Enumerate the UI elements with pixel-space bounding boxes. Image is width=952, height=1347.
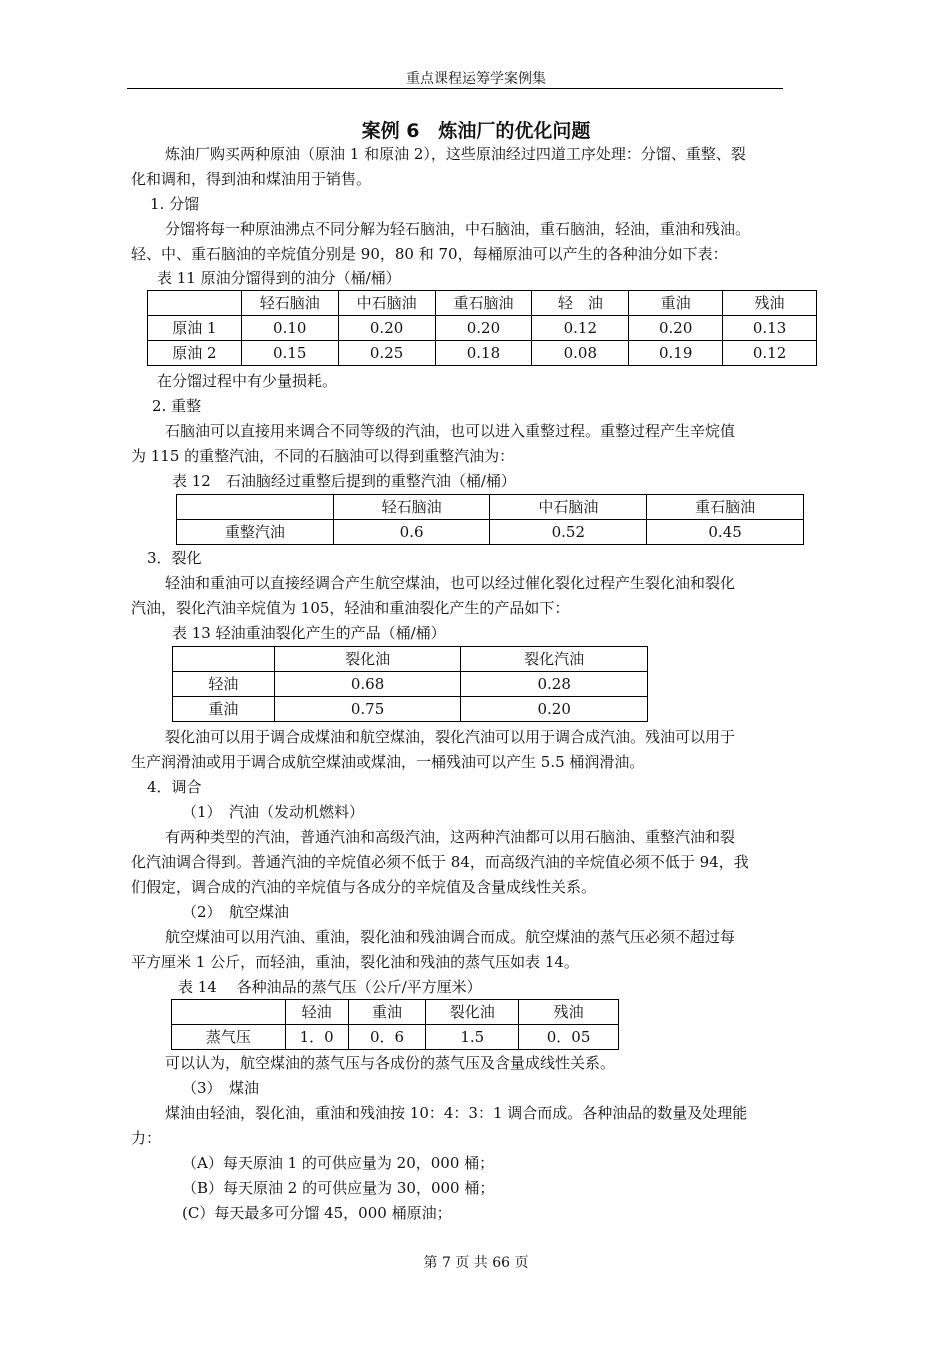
paragraph-line: 炼油厂购买两种原油（原油 1 和原油 2），这些原油经过四道工序处理：分馏、重整、裂 <box>165 145 746 163</box>
table-header-row <box>177 495 804 520</box>
table-cell: 残油 <box>723 291 817 316</box>
table-cell: 0.20 <box>461 697 648 722</box>
paragraph-line: 平方厘米 1 公斤，而轻油，重油，裂化油和残油的蒸气压如表 14。 <box>131 953 579 971</box>
table-11 <box>147 290 817 366</box>
table-cell: 轻石脑油 <box>333 495 490 520</box>
table-cell: 0.28 <box>461 672 648 697</box>
paragraph-line: 航空煤油可以用汽油、重油，裂化油和残油调合而成。航空煤油的蒸气压必须不超过每 <box>165 928 736 946</box>
table-cell: 0.75 <box>274 697 461 722</box>
paragraph-line: 分馏将每一种原油沸点不同分解为轻石脑油，中石脑油，重石脑油，轻油，重油和残油。 <box>165 220 751 238</box>
list-item: （A）每天原油 1 的可供应量为 20，000 桶； <box>182 1154 495 1172</box>
table-cell: 裂化油 <box>274 647 461 672</box>
table-row <box>148 341 817 366</box>
table-row <box>173 672 648 697</box>
header-rule <box>127 88 783 89</box>
table-cell: 0.25 <box>338 341 435 366</box>
running-header: 重点课程运筹学案例集 <box>406 71 546 87</box>
table-cell: 0.20 <box>338 316 435 341</box>
table-cell: 中石脑油 <box>338 291 435 316</box>
table-cell: 裂化油 <box>426 1000 519 1025</box>
paragraph-line: 为 115 的重整汽油，不同的石脑油可以得到重整汽油为： <box>131 447 515 465</box>
table-cell: 0.12 <box>532 316 629 341</box>
table-row <box>148 316 817 341</box>
table-row <box>177 520 804 545</box>
paragraph-line: 在分馏过程中有少量损耗。 <box>157 372 338 390</box>
table-cell: 0.18 <box>435 341 532 366</box>
paragraph-line: 生产润滑油或用于调合成航空煤油或煤油，一桶残油可以产生 5.5 桶润滑油。 <box>131 753 645 771</box>
table-cell: 0.45 <box>647 520 804 545</box>
paragraph-line: 煤油由轻油，裂化油，重油和残油按 10：4：3：1 调合而成。各种油品的数量及处理能 <box>165 1104 748 1122</box>
table-cell: 中石脑油 <box>490 495 647 520</box>
paragraph-line: 化汽油调合得到。普通汽油的辛烷值必须不低于 84，而高级汽油的辛烷值必须不低于 94，我 <box>131 853 749 871</box>
table-cell: 0.13 <box>723 316 817 341</box>
table-header-row <box>148 291 817 316</box>
table-cell: 0.52 <box>490 520 647 545</box>
paragraph-line: 可以认为，航空煤油的蒸气压与各成份的蒸气压及含量成线性关系。 <box>165 1054 616 1072</box>
table-cell <box>177 495 334 520</box>
section-heading: 3．裂化 <box>147 549 202 567</box>
table-cell: 轻石脑油 <box>241 291 338 316</box>
subsection-heading: （1） 汽油（发动机燃料） <box>182 803 365 821</box>
table-cell: 蒸气压 <box>172 1025 286 1050</box>
paragraph-line: 石脑油可以直接用来调合不同等级的汽油，也可以进入重整过程。重整过程产生辛烷值 <box>165 422 736 440</box>
table-14 <box>171 999 619 1050</box>
table-cell <box>172 1000 286 1025</box>
table-caption: 表 14 各种油品的蒸气压（公斤/平方厘米） <box>178 978 482 996</box>
table-caption: 表 12 石油脑经过重整后提到的重整汽油（桶/桶） <box>172 472 516 490</box>
table-cell: 0．6 <box>348 1025 426 1050</box>
table-cell: 0.20 <box>435 316 532 341</box>
list-item: （B）每天原油 2 的可供应量为 30，000 桶； <box>182 1179 495 1197</box>
table-cell: 重油 <box>173 697 275 722</box>
table-cell: 0.6 <box>333 520 490 545</box>
paragraph-line: 汽油，裂化汽油辛烷值为 105，轻油和重油裂化产生的产品如下： <box>131 599 570 617</box>
table-caption: 表 13 轻油重油裂化产生的产品（桶/桶） <box>172 624 446 642</box>
table-cell: 0.68 <box>274 672 461 697</box>
section-heading: 1. 分馏 <box>150 195 200 213</box>
section-heading: 4．调合 <box>147 778 202 796</box>
table-13 <box>172 646 648 722</box>
table-cell: 重整汽油 <box>177 520 334 545</box>
paragraph-line: 有两种类型的汽油，普通汽油和高级汽油，这两种汽油都可以用石脑油、重整汽油和裂 <box>165 828 736 846</box>
table-cell: 重石脑油 <box>435 291 532 316</box>
table-cell: 重油 <box>348 1000 426 1025</box>
table-row <box>172 1025 619 1050</box>
table-header-row <box>173 647 648 672</box>
table-cell: 轻 油 <box>532 291 629 316</box>
subsection-heading: （2） 航空煤油 <box>182 903 290 921</box>
paragraph-line: 化和调和，得到油和煤油用于销售。 <box>131 170 372 188</box>
paragraph-line: 力： <box>131 1129 162 1147</box>
table-row <box>173 697 648 722</box>
table-caption: 表 11 原油分馏得到的油分（桶/桶） <box>157 269 401 287</box>
table-cell: 1.5 <box>426 1025 519 1050</box>
table-cell <box>148 291 242 316</box>
section-heading: 2. 重整 <box>152 397 202 415</box>
table-cell: 残油 <box>519 1000 619 1025</box>
table-cell: 0.12 <box>723 341 817 366</box>
table-cell: 0.20 <box>629 316 723 341</box>
table-12 <box>176 494 804 545</box>
table-header-row <box>172 1000 619 1025</box>
table-cell: 重石脑油 <box>647 495 804 520</box>
subsection-heading: （3） 煤油 <box>182 1079 260 1097</box>
table-cell: 1．0 <box>285 1025 348 1050</box>
case-title: 案例 6 炼油厂的优化问题 <box>361 120 591 142</box>
table-cell <box>173 647 275 672</box>
table-cell: 轻油 <box>173 672 275 697</box>
table-cell: 原油 2 <box>148 341 242 366</box>
table-cell: 0．05 <box>519 1025 619 1050</box>
page-footer: 第 7 页 共 66 页 <box>423 1255 529 1271</box>
table-cell: 0.19 <box>629 341 723 366</box>
table-cell: 0.08 <box>532 341 629 366</box>
table-cell: 轻油 <box>285 1000 348 1025</box>
table-cell: 重油 <box>629 291 723 316</box>
table-cell: 原油 1 <box>148 316 242 341</box>
paragraph-line: 轻油和重油可以直接经调合产生航空煤油，也可以经过催化裂化过程产生裂化油和裂化 <box>165 574 736 592</box>
table-cell: 0.10 <box>241 316 338 341</box>
list-item: (C）每天最多可分馏 45，000 桶原油； <box>182 1204 452 1222</box>
table-cell: 裂化汽油 <box>461 647 648 672</box>
paragraph-line: 裂化油可以用于调合成煤油和航空煤油，裂化汽油可以用于调合成汽油。残油可以用于 <box>165 728 736 746</box>
table-cell: 0.15 <box>241 341 338 366</box>
paragraph-line: 们假定，调合成的汽油的辛烷值与各成分的辛烷值及含量成线性关系。 <box>131 878 597 896</box>
paragraph-line: 轻、中、重石脑油的辛烷值分别是 90，80 和 70，每桶原油可以产生的各种油分如下表： <box>131 245 728 263</box>
